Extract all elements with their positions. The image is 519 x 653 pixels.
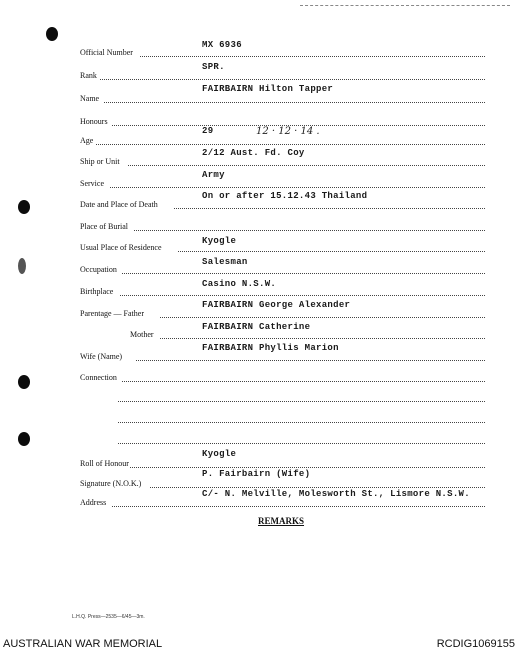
field-line <box>136 360 485 361</box>
age-value: 29 <box>202 126 214 136</box>
address-value: C/- N. Melville, Molesworth St., Lismore N.S.W. <box>202 489 470 499</box>
occupation-label: Occupation <box>80 265 117 274</box>
field-line <box>100 79 485 80</box>
remarks-heading: REMARKS <box>258 516 305 526</box>
field-line <box>122 381 485 382</box>
mother-value: FAIRBAIRN Catherine <box>202 322 311 332</box>
burial-label: Place of Burial <box>80 222 128 231</box>
wife-label: Wife (Name) <box>80 352 123 361</box>
field-line <box>150 487 485 488</box>
archive-reference: RCDIG1069155 <box>436 638 515 650</box>
rank-label: Rank <box>80 71 97 80</box>
name-label: Name <box>80 94 100 103</box>
official-number-label: Official Number <box>80 48 133 57</box>
connection-label: Connection <box>80 373 117 382</box>
punch-hole <box>18 200 30 214</box>
death-value: On or after 15.12.43 Thailand <box>202 191 368 201</box>
ship-or-unit-label: Ship or Unit <box>80 157 120 166</box>
wife-value: FAIRBAIRN Phyllis Marion <box>202 343 339 353</box>
death-label: Date and Place of Death <box>80 200 158 209</box>
field-line <box>128 165 485 166</box>
residence-value: Kyogle <box>202 236 237 246</box>
official-number-value: MX 6936 <box>202 40 242 50</box>
print-code: L.H.Q. Press—2535—6/45—3m. <box>72 614 145 620</box>
roll-of-honour-value: Kyogle <box>202 449 237 459</box>
birthplace-label: Birthplace <box>80 287 114 296</box>
service-label: Service <box>80 179 104 188</box>
field-line <box>174 208 485 209</box>
field-line <box>96 144 485 145</box>
signature-label: Signature (N.O.K.) <box>80 479 142 488</box>
punch-hole <box>18 432 30 446</box>
punch-hole <box>46 27 58 41</box>
name-value: FAIRBAIRN Hilton Tapper <box>202 84 334 94</box>
field-line <box>110 187 485 188</box>
father-value: FAIRBAIRN George Alexander <box>202 300 351 310</box>
field-line <box>140 56 485 57</box>
field-line <box>134 230 485 231</box>
archive-name: AUSTRALIAN WAR MEMORIAL <box>3 638 163 650</box>
punch-hole <box>18 258 26 274</box>
honours-label: Honours <box>80 117 108 126</box>
rank-value: SPR. <box>202 62 225 72</box>
father-label: Parentage — Father <box>80 309 144 318</box>
field-line <box>112 506 485 507</box>
field-line <box>130 467 485 468</box>
field-line <box>120 295 485 296</box>
address-label: Address <box>80 498 107 507</box>
field-line <box>118 422 485 423</box>
archive-footer <box>0 635 519 653</box>
service-value: Army <box>202 170 225 180</box>
field-line <box>160 338 485 339</box>
field-line <box>118 401 485 402</box>
roll-of-honour-label: Roll of Honour <box>80 459 129 468</box>
field-line <box>160 317 485 318</box>
field-line <box>104 102 485 103</box>
field-line <box>122 273 485 274</box>
field-line <box>118 443 485 444</box>
birthplace-value: Casino N.S.W. <box>202 279 277 289</box>
handwritten-date: 12 · 12 · 14 . <box>256 126 320 137</box>
occupation-value: Salesman <box>202 257 248 267</box>
mother-label: Mother <box>130 330 154 339</box>
field-line <box>178 251 485 252</box>
signature-value: P. Fairbairn (Wife) <box>202 469 311 479</box>
age-label: Age <box>80 136 94 145</box>
punch-hole <box>18 375 30 389</box>
ship-or-unit-value: 2/12 Aust. Fd. Coy <box>202 148 305 158</box>
top-edge-mark <box>300 5 510 6</box>
residence-label: Usual Place of Residence <box>80 243 162 252</box>
